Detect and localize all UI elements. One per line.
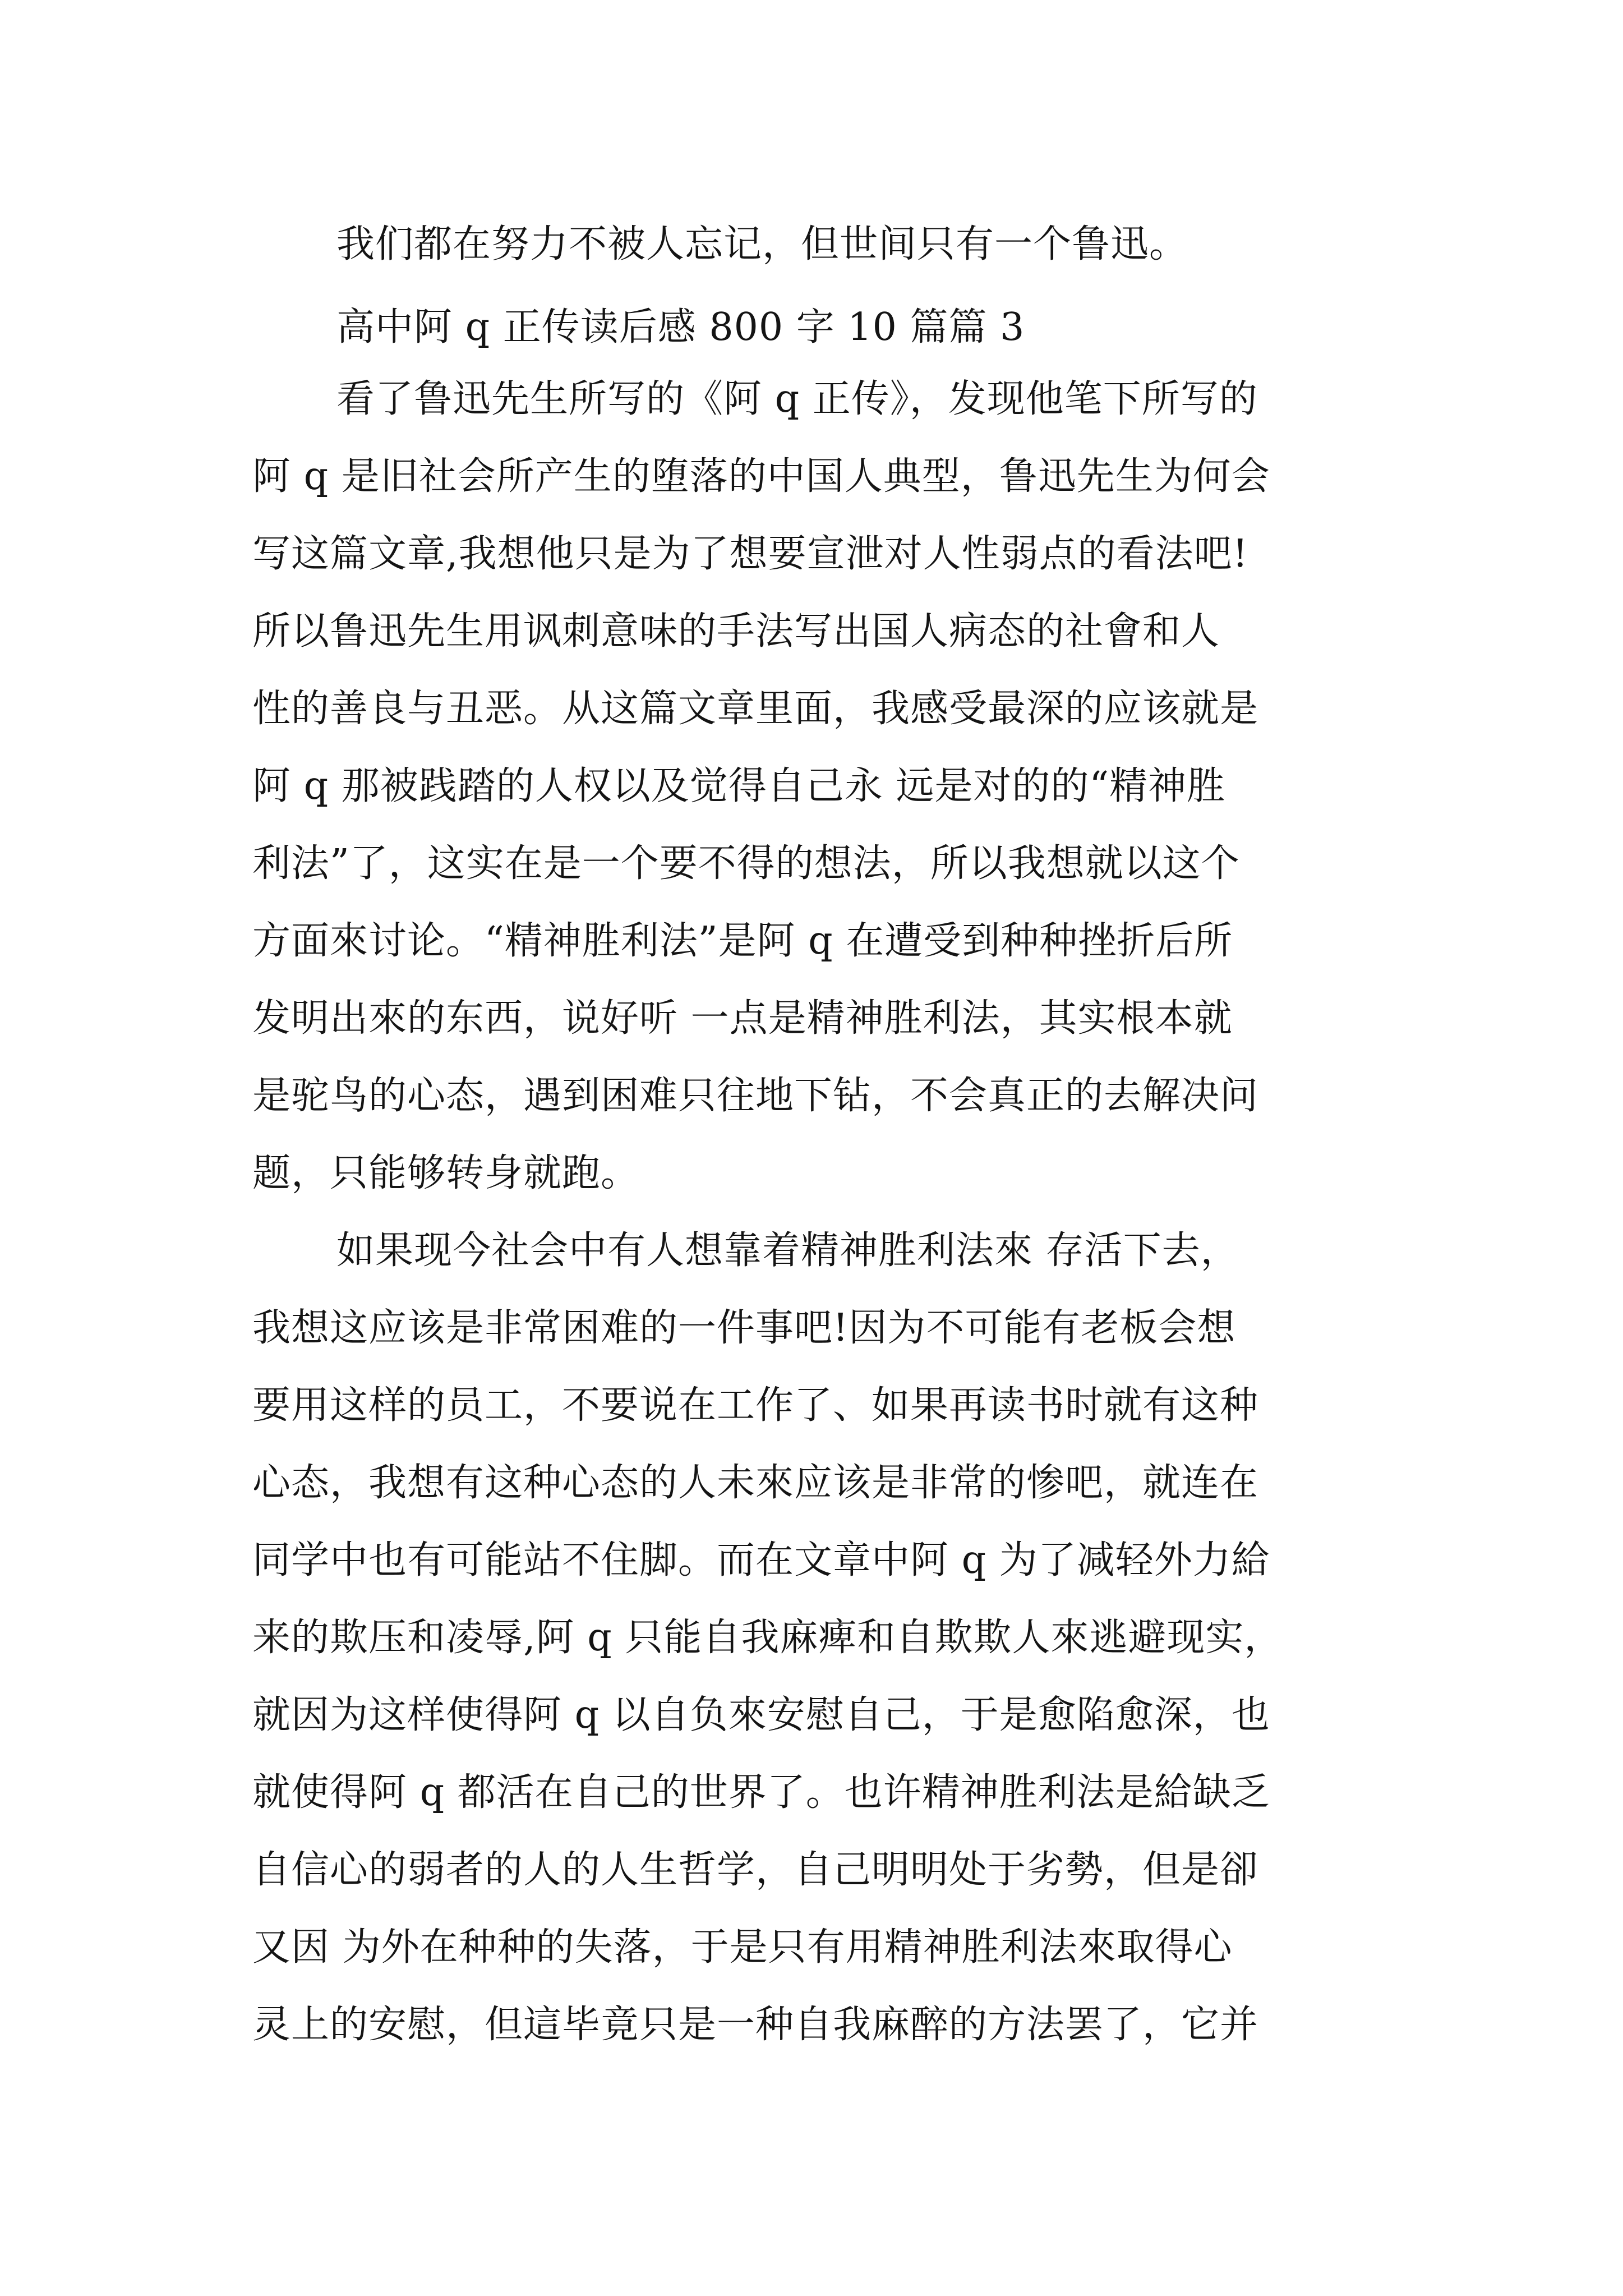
text-line: 利法”了，这实在是一个要不得的想法，所以我想就以这个 xyxy=(252,841,1240,886)
text-line: 所以鲁迅先生用讽刺意味的手法写出国人病态的社會和人 xyxy=(252,609,1220,654)
text-line: 我想这应该是非常困难的一件事吧!因为不可能有老板会想 xyxy=(252,1306,1236,1350)
text-line: 高中阿 q 正传读后感 800 字 10 篇篇 3 xyxy=(336,305,1025,349)
text-line: 阿 q 那被践踏的人权以及觉得自己永 远是对的的“精神胜 xyxy=(252,764,1226,808)
text-line: 是驼鸟的心态，遇到困难只往地下钻，不会真正的去解决问 xyxy=(252,1074,1259,1118)
text-line: 题，只能够转身就跑。 xyxy=(252,1151,640,1195)
text-line: 发明出來的东西，说好听 一点是精神胜利法，其实根本就 xyxy=(252,996,1233,1041)
text-line: 就因为这样使得阿 q 以自负來安慰自己，于是愈陷愈深，也 xyxy=(252,1693,1270,1737)
text-line: 要用这样的员工，不要说在工作了、如果再读书时就有这种 xyxy=(252,1383,1259,1428)
text-line: 心态，我想有这种心态的人未來应该是非常的惨吧，就连在 xyxy=(252,1461,1259,1505)
text-line: 就使得阿 q 都活在自己的世界了。也许精神胜利法是給缺乏 xyxy=(252,1770,1270,1815)
text-line: 又因 为外在种种的失落，于是只有用精神胜利法來取得心 xyxy=(252,1925,1233,1970)
text-line: 性的善良与丑恶。从这篇文章里面，我感受最深的应该就是 xyxy=(252,687,1259,731)
text-line: 来的欺压和凌辱,阿 q 只能自我麻痺和自欺欺人來逃避现实， xyxy=(252,1616,1283,1660)
text-line: 写这篇文章,我想他只是为了想要宣泄对人性弱点的看法吧! xyxy=(252,532,1248,576)
text-line: 如果现今社会中有人想靠着精神胜利法來 存活下去， xyxy=(336,1228,1239,1273)
text-line: 自信心的弱者的人的人生哲学，自己明明处于劣勢，但是卻 xyxy=(252,1848,1259,1892)
text-line: 我们都在努力不被人忘记，但世间只有一个鲁迅。 xyxy=(336,222,1188,266)
text-line: 同学中也有可能站不住脚。而在文章中阿 q 为了减轻外力給 xyxy=(252,1538,1270,1582)
text-line: 方面來讨论。“精神胜利法”是阿 q 在遭受到种种挫折后所 xyxy=(252,919,1233,963)
text-line: 看了鲁迅先生所写的《阿 q 正传》，发现他笔下所写的 xyxy=(336,377,1258,421)
text-line: 阿 q 是旧社会所产生的堕落的中国人典型，鲁迅先生为何会 xyxy=(252,454,1270,499)
text-line: 灵上的安慰，但這毕竟只是一种自我麻醉的方法罢了，它并 xyxy=(252,2003,1259,2047)
